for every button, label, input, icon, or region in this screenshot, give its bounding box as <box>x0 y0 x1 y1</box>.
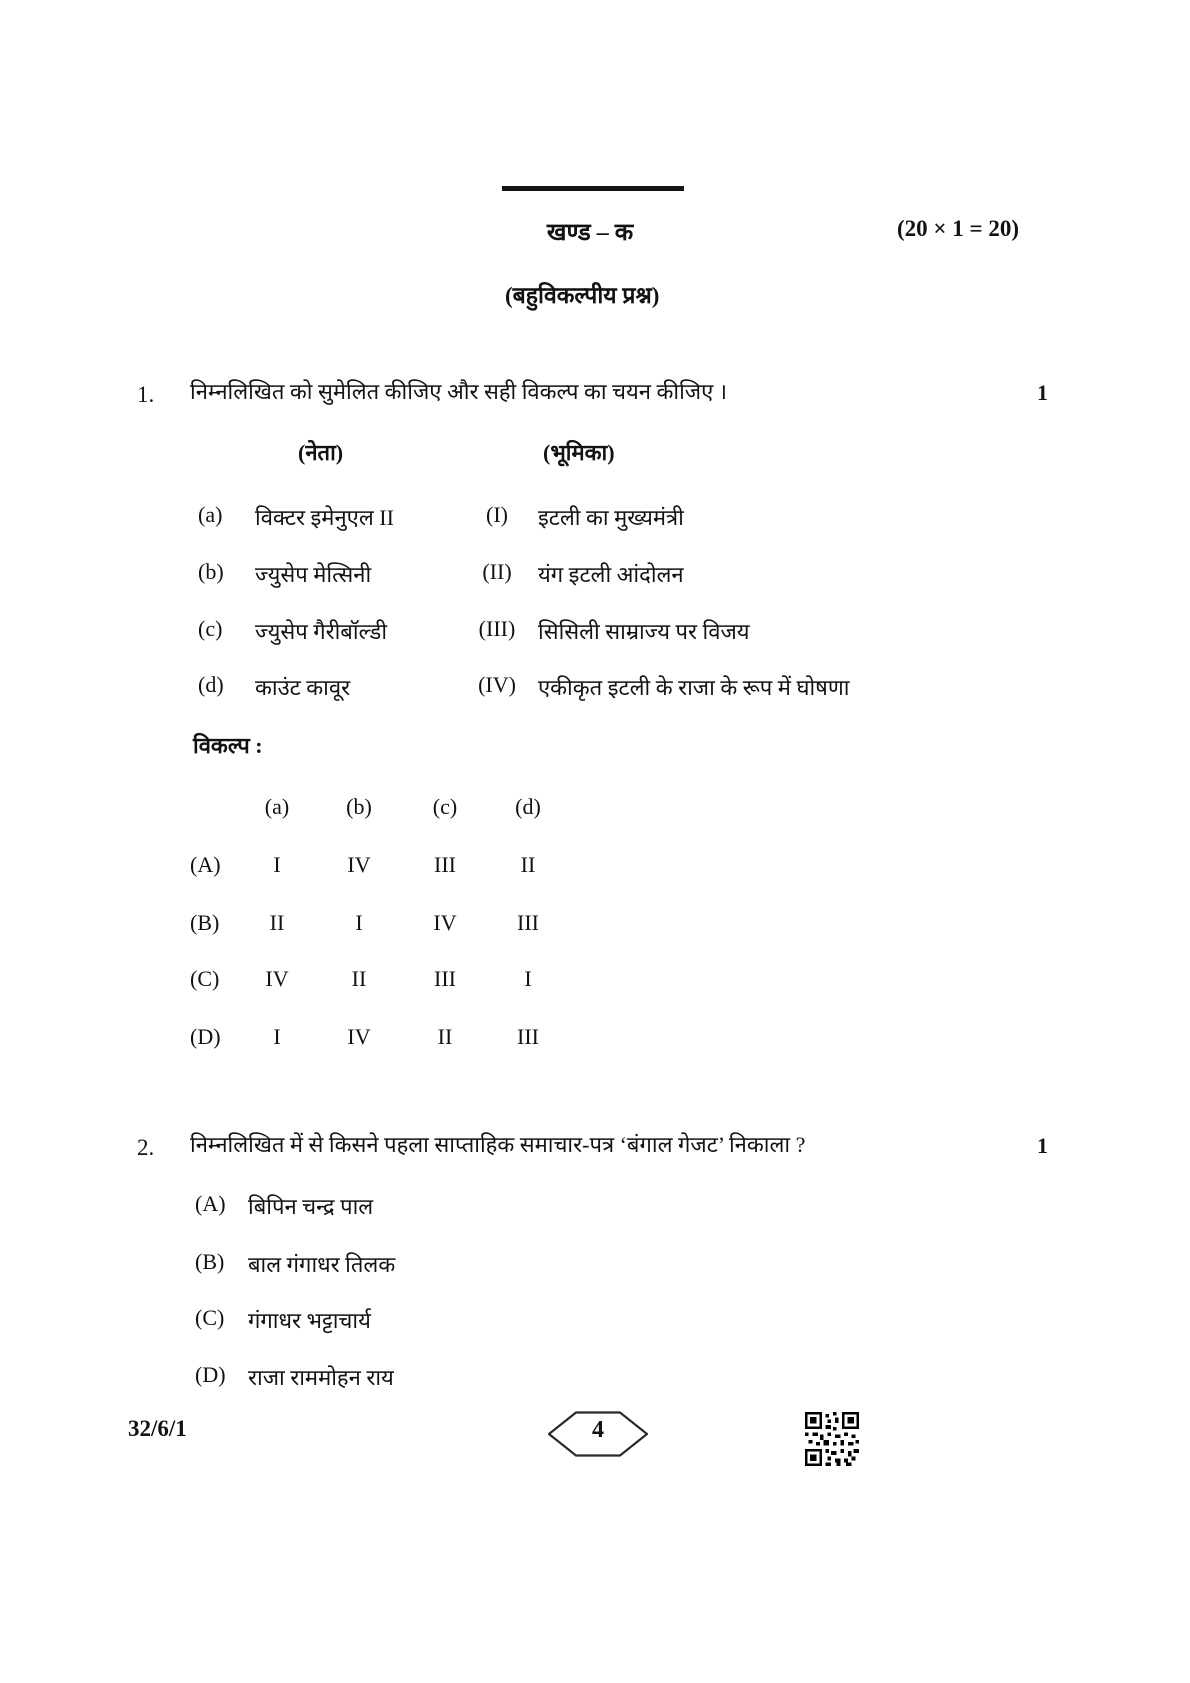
match-role: एकीकृत इटली के राजा के रूप में घोषणा <box>538 675 850 700</box>
option-value: III <box>517 910 539 935</box>
q2-option-text: राजा राममोहन राय <box>248 1365 394 1390</box>
option-label: (A) <box>190 852 221 877</box>
q2-option-D <box>0 1362 1190 1394</box>
paper-code: 32/6/1 <box>128 1416 187 1441</box>
page-number-badge <box>548 1411 648 1457</box>
q2-option-text: गंगाधर भट्टाचार्य <box>248 1308 371 1333</box>
match-role: इटली का मुख्यमंत्री <box>538 505 684 530</box>
match-label: (a) <box>198 502 223 527</box>
options-header-b: (b) <box>346 794 372 819</box>
question-1-text: निम्नलिखित को सुमेलित कीजिए और सही विकल्प का चयन कीजिए । <box>190 379 728 404</box>
option-value: III <box>434 852 456 877</box>
option-value: I <box>355 910 363 935</box>
section-title: खण्ड – क <box>546 220 634 246</box>
match-column-header-leader: (नेता) <box>298 440 344 465</box>
section-subtitle: (बहुविकल्पीय प्रश्न) <box>505 283 660 308</box>
q2-option-label: (D) <box>195 1362 226 1387</box>
option-value: I <box>524 966 532 991</box>
question-2-number: 2. <box>137 1135 155 1160</box>
match-role: यंग इटली आंदोलन <box>538 562 684 587</box>
option-value: I <box>273 852 281 877</box>
q2-option-A <box>0 1191 1190 1223</box>
option-row-A <box>0 852 1190 884</box>
option-value: I <box>273 1024 281 1049</box>
q2-option-label: (C) <box>195 1305 225 1330</box>
section-divider-line <box>502 186 684 191</box>
match-row-b <box>0 559 1190 591</box>
match-row-a <box>0 502 1190 534</box>
question-2-marks: 1 <box>1037 1133 1048 1158</box>
match-role: सिसिली साम्राज्य पर विजय <box>538 619 750 644</box>
match-label: (b) <box>198 559 224 584</box>
question-1-marks: 1 <box>1037 380 1048 405</box>
option-label: (D) <box>190 1024 221 1049</box>
match-roman: (II) <box>482 559 512 584</box>
match-row-d <box>0 672 1190 704</box>
option-value: IV <box>347 1024 371 1049</box>
match-roman: (IV) <box>478 672 516 697</box>
match-roman: (III) <box>478 616 516 641</box>
q2-option-C <box>0 1305 1190 1337</box>
match-row-c <box>0 616 1190 648</box>
match-leader: विक्टर इमेनुएल II <box>255 505 394 530</box>
option-value: II <box>269 910 285 935</box>
q2-option-text: बिपिन चन्द्र पाल <box>248 1194 374 1219</box>
option-value: IV <box>265 966 289 991</box>
option-value: II <box>437 1024 453 1049</box>
page-number: 4 <box>592 1417 604 1443</box>
qr-code-icon <box>805 1412 859 1466</box>
option-label: (C) <box>190 966 220 991</box>
q2-option-label: (B) <box>195 1249 225 1274</box>
option-value: IV <box>433 910 457 935</box>
option-value: III <box>434 966 456 991</box>
option-value: II <box>351 966 367 991</box>
options-header-c: (c) <box>432 794 458 819</box>
options-header-row <box>0 794 1190 826</box>
option-row-C <box>0 966 1190 998</box>
question-1-number: 1. <box>137 382 155 407</box>
match-leader: ज्युसेप गैरीबॉल्डी <box>255 619 388 644</box>
option-label: (B) <box>190 910 220 935</box>
option-row-B <box>0 910 1190 942</box>
option-row-D <box>0 1024 1190 1056</box>
match-roman: (I) <box>486 502 508 527</box>
match-leader: ज्युसेप मेत्सिनी <box>255 562 372 587</box>
match-label: (c) <box>198 616 223 641</box>
question-2-text: निम्नलिखित में से किसने पहला साप्ताहिक समाचार-पत्र ‘बंगाल गेजट’ निकाला ? <box>190 1132 806 1157</box>
q2-option-B <box>0 1249 1190 1281</box>
match-leader: काउंट कावूर <box>255 675 351 700</box>
options-header-a: (a) <box>264 794 290 819</box>
match-label: (d) <box>198 672 224 697</box>
q2-option-text: बाल गंगाधर तिलक <box>248 1252 396 1277</box>
option-value: II <box>520 852 536 877</box>
options-heading: विकल्प : <box>193 733 263 758</box>
section-marks-scheme: (20 × 1 = 20) <box>897 216 1020 241</box>
option-value: IV <box>347 852 371 877</box>
q2-option-label: (A) <box>195 1191 226 1216</box>
option-value: III <box>517 1024 539 1049</box>
match-column-header-role: (भूमिका) <box>543 440 615 465</box>
options-header-d: (d) <box>515 794 541 819</box>
